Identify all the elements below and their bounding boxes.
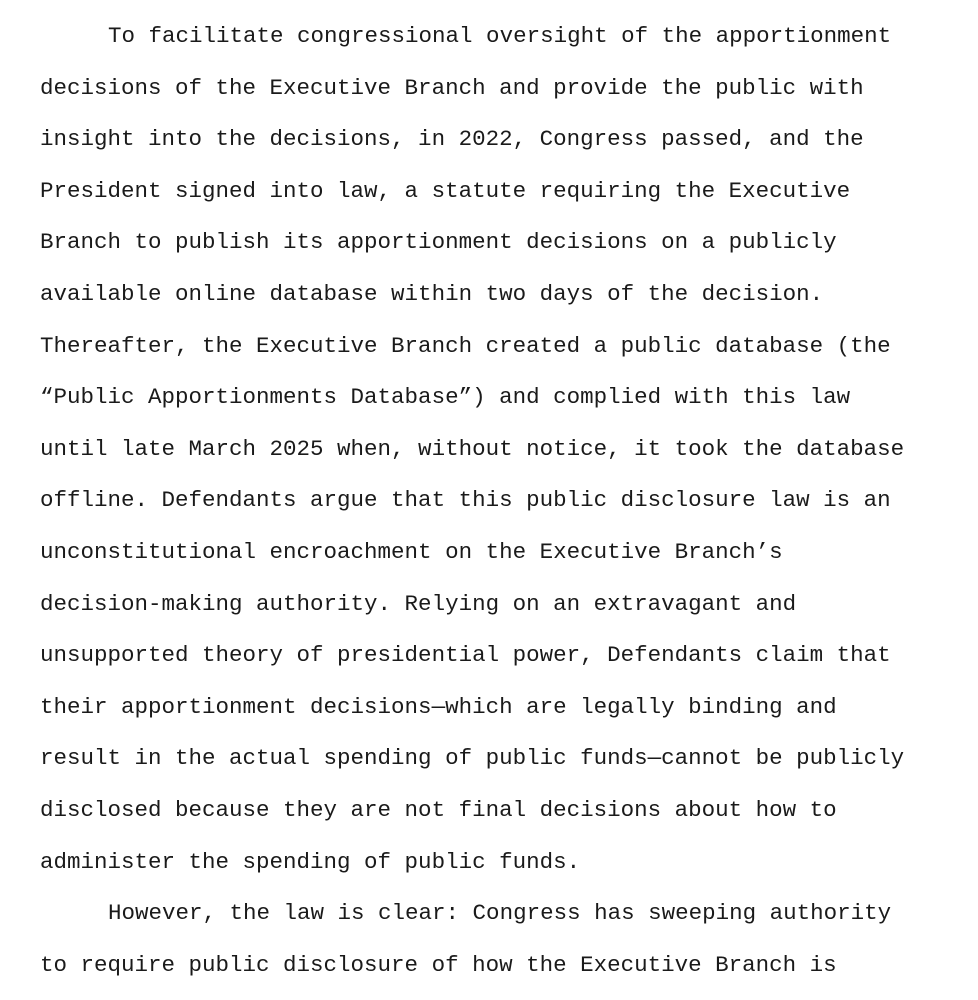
text-line: decisions of the Executive Branch and provide the public with	[40, 74, 864, 101]
text-line: offline. Defendants argue that this public disclosure law is an	[40, 487, 891, 514]
text-line: unsupported theory of presidential power, Defendants claim that	[40, 642, 891, 669]
text-line: disclosed because they are not final decisions about how to	[40, 796, 837, 823]
text-line: administer the spending of public funds.	[40, 848, 581, 875]
paragraph-2	[40, 896, 970, 999]
text-line: President signed into law, a statute requiring the Executive	[40, 177, 851, 204]
text-line: unconstitutional encroachment on the Executive Branch’s	[40, 538, 783, 565]
text-line: Thereafter, the Executive Branch created a public database (the	[40, 332, 891, 359]
text-line: decision-making authority. Relying on an extravagant and	[40, 590, 797, 617]
text-line: “Public Apportionments Database”) and complied with this law	[40, 384, 851, 411]
document-body	[40, 19, 970, 999]
text-line: insight into the decisions, in 2022, Congress passed, and the	[40, 126, 864, 153]
text-line: To facilitate congressional oversight of the apportionment	[108, 23, 892, 49]
text-line: result in the actual spending of public funds—cannot be publicly	[40, 745, 905, 772]
text-line: their apportionment decisions—which are legally binding and	[40, 693, 837, 720]
text-line: to require public disclosure of how the Executive Branch is	[40, 951, 837, 978]
text-line: Branch to publish its apportionment decisions on a publicly	[40, 229, 837, 256]
paragraph-1	[40, 19, 970, 896]
text-line: available online database within two days of the decision.	[40, 280, 824, 307]
text-line: until late March 2025 when, without notice, it took the database	[40, 435, 905, 462]
text-line: However, the law is clear: Congress has sweeping authority	[108, 900, 892, 927]
